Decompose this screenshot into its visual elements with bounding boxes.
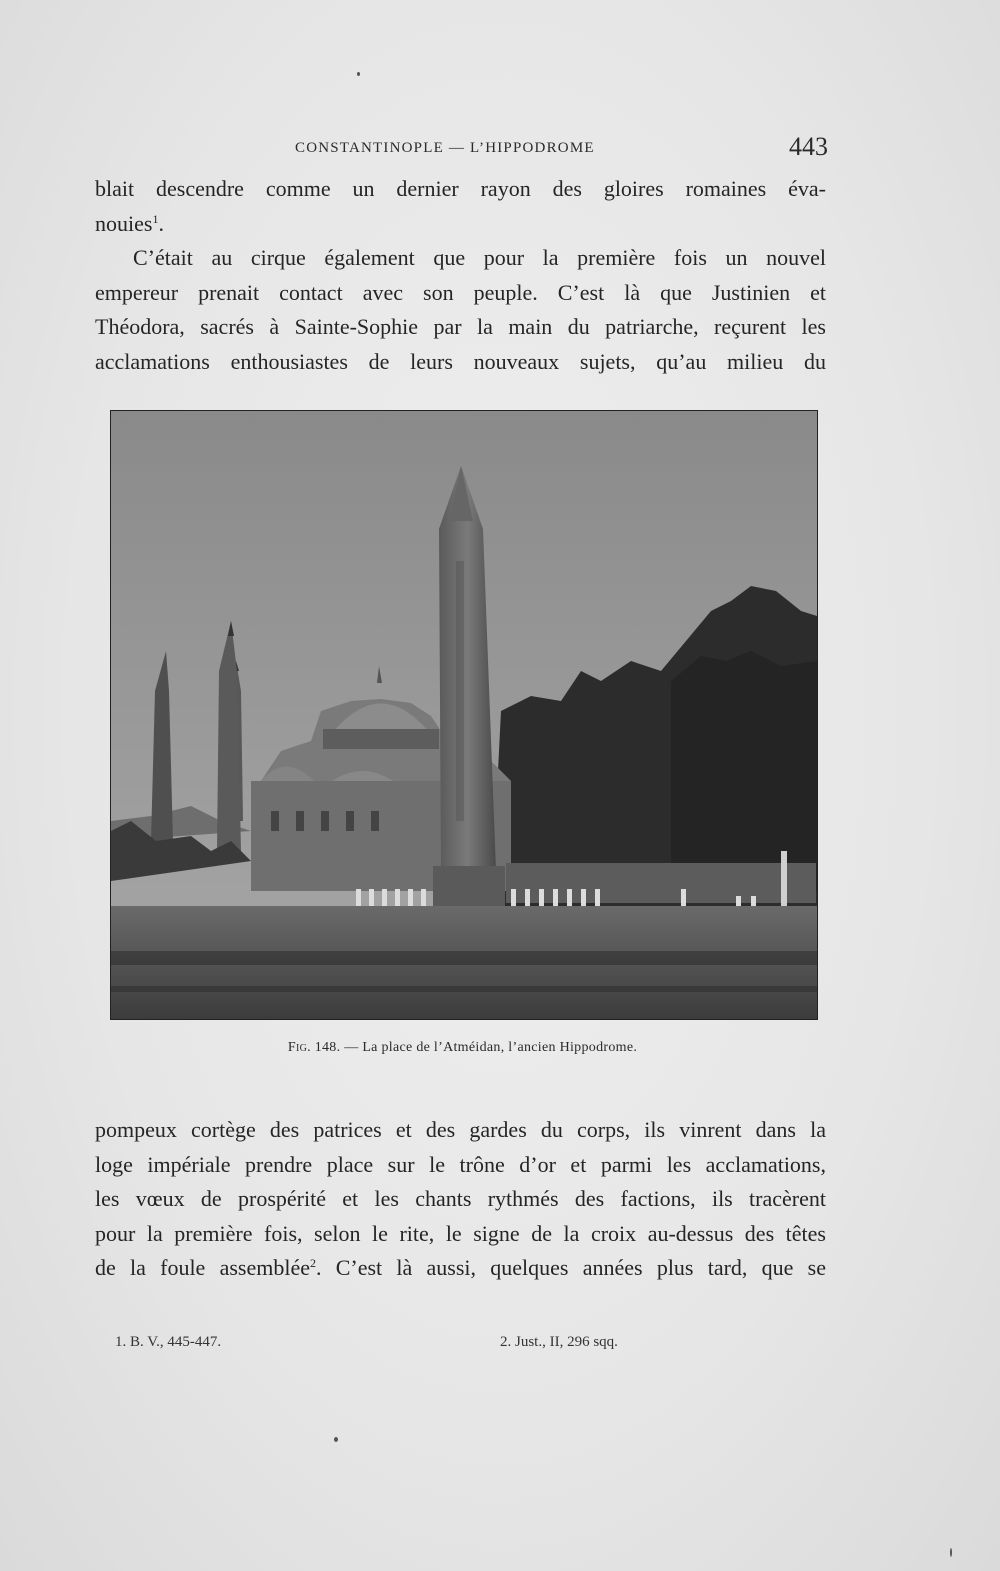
figure-photograph: [110, 410, 818, 1020]
text-line: les vœux de prospérité et les chants rythmés des factions, ils tracèrent: [95, 1186, 826, 1211]
text-line: de la foule assemblée$^2$. C’est là aussi, quelques années plus tard, que se: [95, 1255, 827, 1280]
text-line: empereur prenait contact avec son peuple. C’est là que Justinien et: [95, 279, 826, 305]
footnotes: [95, 1334, 830, 1364]
footnote-marker: 1: [152, 211, 159, 226]
footnote-marker: 2: [309, 1256, 316, 1270]
page-number: 443: [789, 132, 828, 161]
text-line-content: de la foule assemblée: [95, 1255, 310, 1280]
print-speck: [950, 1548, 952, 1557]
running-title: CONSTANTINOPLE — L’HIPPODROME: [295, 140, 595, 156]
text-line-content: nouies: [95, 210, 153, 236]
footnote-1: 1. B. V., 445-447.: [115, 1334, 222, 1350]
print-speck: [334, 1437, 338, 1442]
text-line: acclamations enthousiastes de leurs nouveaux sujets, qu’au milieu du: [95, 348, 826, 374]
figure-label: Fig. 148.: [287, 1040, 341, 1055]
text-line: pompeux cortège des patrices et des gardes du corps, ils vinrent dans la: [95, 1117, 826, 1142]
text-line: loge impériale prendre place sur le trône d’or et parmi les acclamations,: [95, 1151, 826, 1177]
paragraph-bottom: [95, 1113, 826, 1286]
print-speck: [357, 72, 360, 76]
paragraph-top: [95, 172, 826, 379]
figure-caption: [95, 1040, 830, 1056]
figure-caption-text: — La place de l’Atméidan, l’ancien Hippodrome.: [344, 1040, 638, 1055]
text-line: blait descendre comme un dernier rayon des gloires romaines éva-: [95, 176, 826, 201]
text-line-content: C’est là aussi, quelques années plus tard, que se: [335, 1255, 827, 1280]
text-line: C’était au cirque également que pour la première fois un nouvel: [133, 245, 826, 270]
text-line: pour la première fois, selon le rite, le signe de la croix au-dessus des têtes: [95, 1220, 826, 1246]
running-header: [95, 132, 830, 166]
text-line: nouies$^1$.: [95, 210, 164, 236]
text-line: Théodora, sacrés à Sainte-Sophie par la main du patriarche, reçurent les: [95, 314, 826, 339]
footnote-2: 2. Just., II, 296 sqq.: [500, 1334, 618, 1350]
photo-hippodrome-hagia-sophia: [111, 411, 817, 1019]
